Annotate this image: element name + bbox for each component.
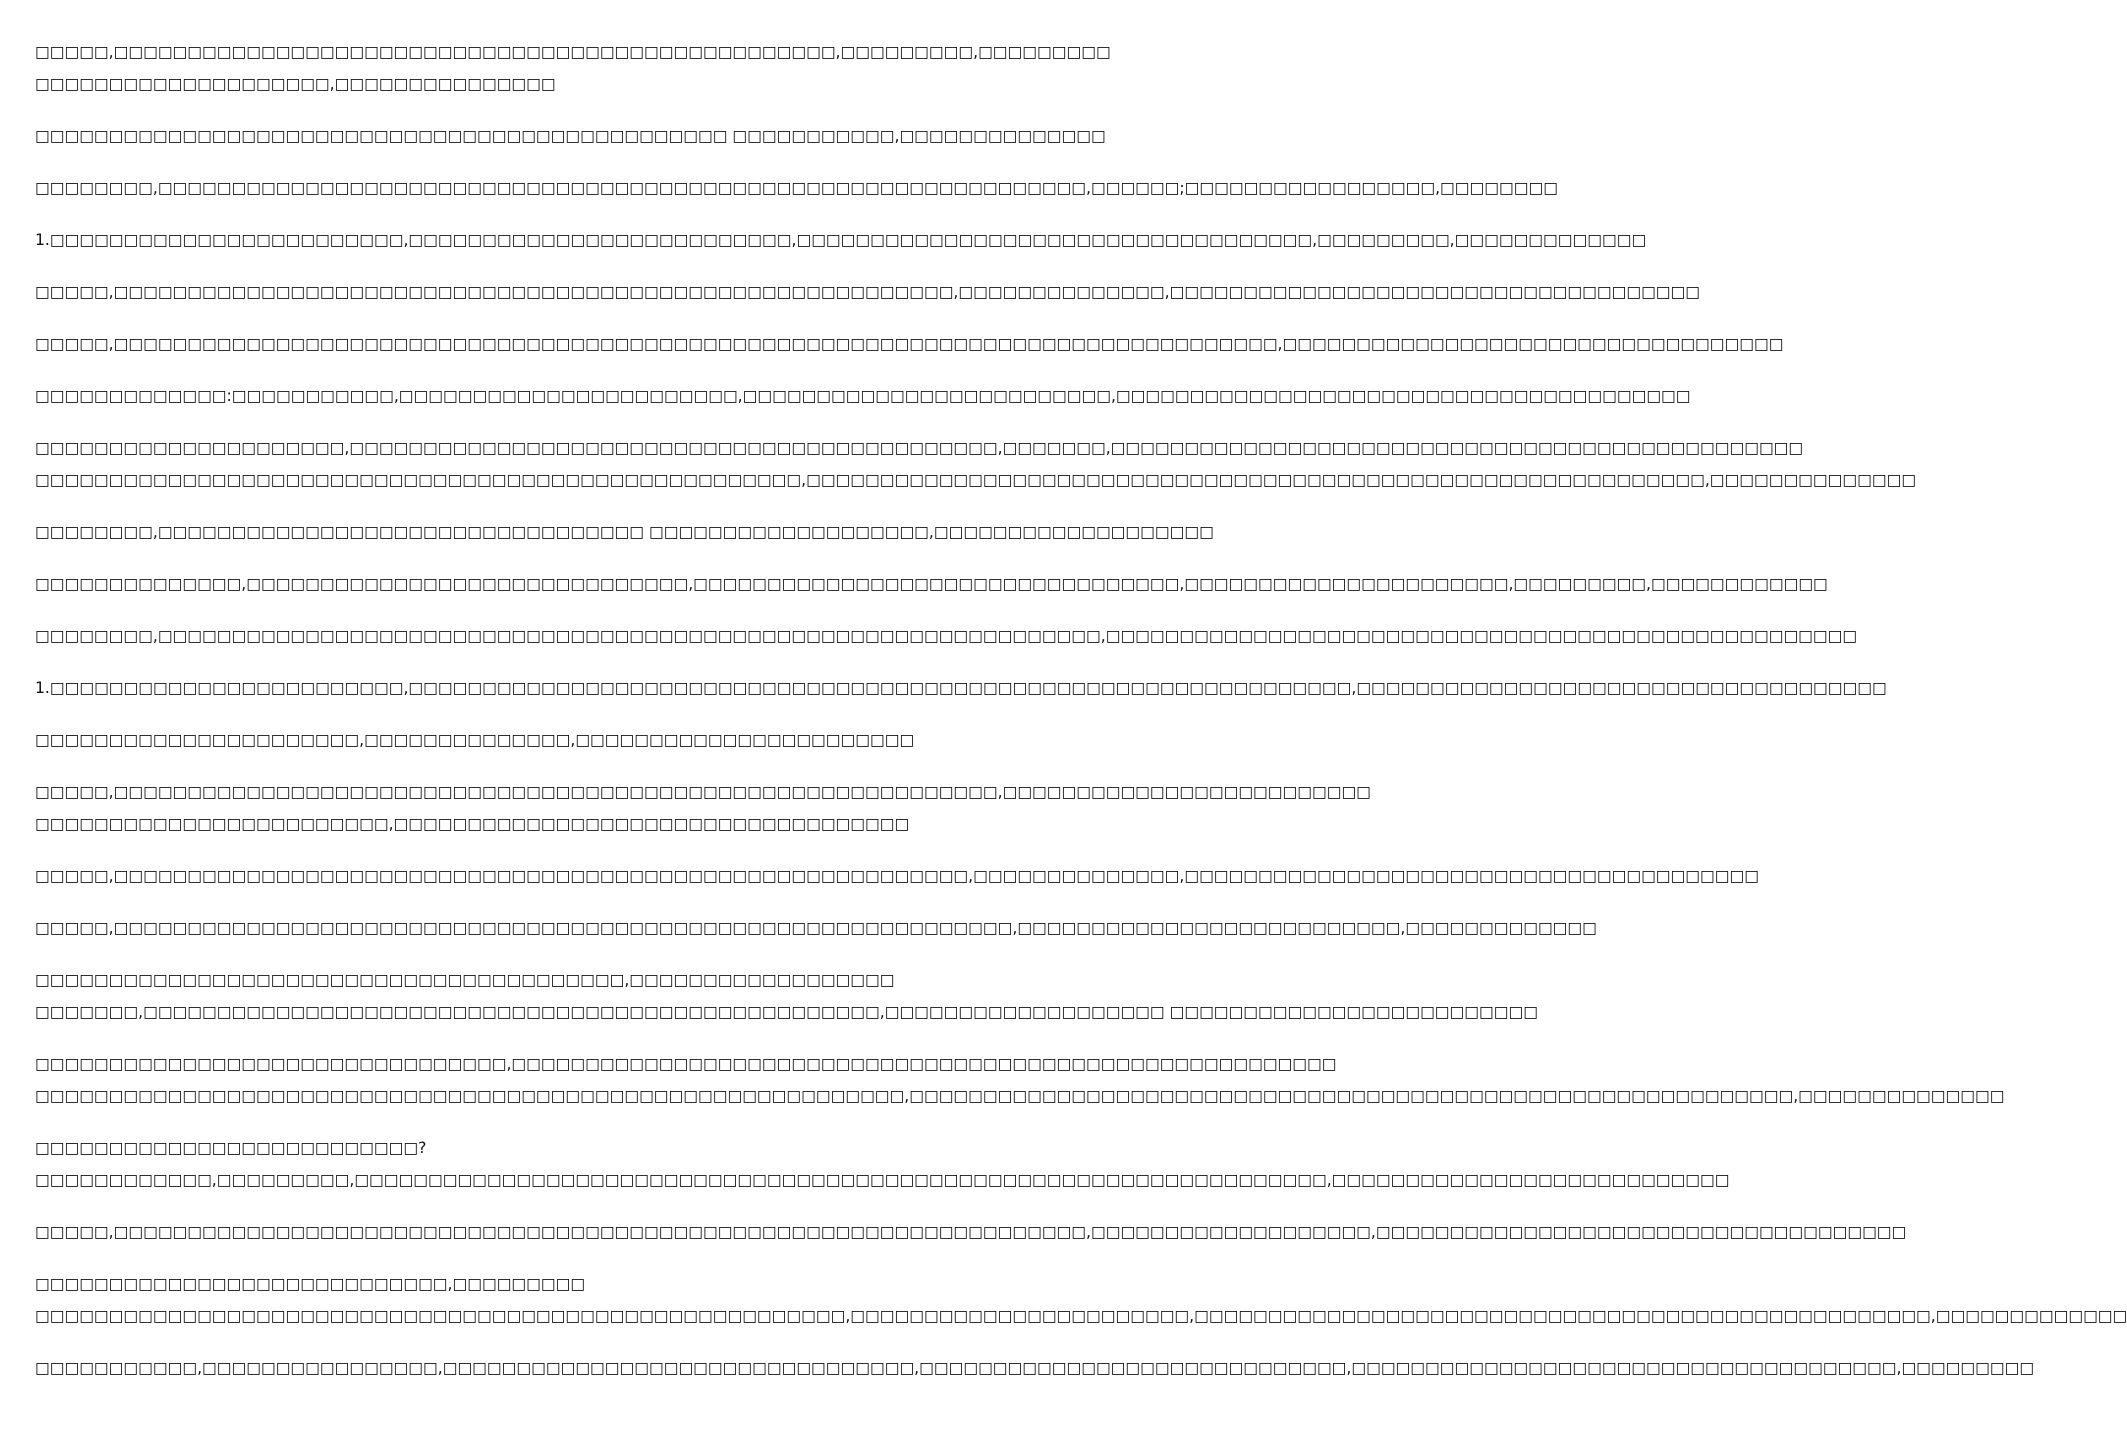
text-line: 1.□□□□□□□□□□□□□□□□□□□□□□□□,□□□□□□□□□□□□□□□□□□□□□□□□□□□□□□□□□□□□□□□□□□□□□□□□□□□□□□□□□□□□□□□□,□□□□□□□□□□□□□□□□□□□□□□□□□□□□□□□□□□□□	[35, 679, 1887, 697]
text-line: □□□□□□□□□□□□□□□□□□□□□□,□□□□□□□□□□□□□□,□□□□□□□□□□□□□□□□□□□□□□□	[35, 731, 915, 749]
paragraph	[35, 1048, 2005, 1112]
paragraph	[35, 912, 1597, 944]
paragraph	[35, 724, 990, 756]
paragraph	[35, 672, 1887, 704]
text-line: □□□□□□□□□□□,□□□□□□□□□□□□□□□□,□□□□□□□□□□□□□□□□□□□□□□□□□□□□□□□□,□□□□□□□□□□□□□□□□□□□□□□□□□□□□□,□□□□□□□□□□□□□□□□□□□□□□□□□□□□□□□□□□□□□,□□□□□□□□□	[35, 1359, 2035, 1377]
paragraph	[35, 1268, 2127, 1332]
text-line: □□□□□□□□,□□□□□□□□□□□□□□□□□□□□□□□□□□□□□□□□□ □□□□□□□□□□□□□□□□□□□,□□□□□□□□□□□□□□□□□□□	[35, 523, 1214, 541]
text-line: □□□□□□□□□□□□□□□□□□□□□□□□□□□□,□□□□□□□□□	[35, 1275, 586, 1293]
text-line: □□□□□□□□□□□□□□□□□□□□□□□□□□□□□□□□□□□□□□□□□□□□□□□□□□□□□□□,□□□□□□□□□□□□□□□□□□□□□□□,□□□□□□□□□□□□□□□□□□□□□□□□□□□□□□□□□□□□□□□□□□□□□□□□□□,□□□□□□□□□□□□□	[35, 1307, 2127, 1325]
paragraph	[35, 1216, 1907, 1248]
paragraph	[35, 964, 1538, 1028]
text-line: □□□□□□□□□□□□□□□□□□□□□□□□□□□□□□□□,□□□□□□□□□□□□□□□□□□□□□□□□□□□□□□□□□□□□□□□□□□□□□□□□□□□□□□□□	[35, 1055, 1337, 1073]
text-line: □□□□□□□□□□□□□:□□□□□□□□□□□,□□□□□□□□□□□□□□□□□□□□□□□,□□□□□□□□□□□□□□□□□□□□□□□□□,□□□□□□□□□□□□□□□□□□□□□□□□□□□□□□□□□□□□□□□	[35, 387, 1691, 405]
text-line: □□□□□,□□□□□□□□□□□□□□□□□□□□□□□□□□□□□□□□□□□□□□□□□□□□□□□□□□□□□□□□□□□□,□□□□□□□□□□□□□□□□□□□□□□□□□	[35, 783, 1371, 801]
paragraph	[35, 1352, 2035, 1384]
text-line: 1.□□□□□□□□□□□□□□□□□□□□□□□□,□□□□□□□□□□□□□□□□□□□□□□□□□□,□□□□□□□□□□□□□□□□□□□□□□□□□□□□□□□□□□□,□□□□□□□□□,□□□□□□□□□□□□□	[35, 231, 1647, 249]
text-line: □□□□□,□□□□□□□□□□□□□□□□□□□□□□□□□□□□□□□□□□□□□□□□□□□□□□□□□□□□□□□□□□□□□,□□□□□□□□□□□□□□□□□□□□□□□□□□,□□□□□□□□□□□□□	[35, 919, 1597, 937]
paragraph	[35, 120, 1106, 152]
document-page	[35, 36, 2127, 1436]
paragraph	[35, 328, 1784, 360]
text-line: □□□□□,□□□□□□□□□□□□□□□□□□□□□□□□□□□□□□□□□□□□□□□□□□□□□□□□□□□□□□□□□□,□□□□□□□□□□□□□□,□□□□□□□□□□□□□□□□□□□□□□□□□□□□□□□□□□□□□□□	[35, 867, 1759, 885]
paragraph	[35, 568, 1828, 600]
text-line: □□□□□□□□□□□□□□□□□□□□,□□□□□□□□□□□□□□□	[35, 75, 556, 93]
paragraph	[35, 620, 1858, 652]
paragraph	[35, 1132, 1730, 1196]
text-line: □□□□□,□□□□□□□□□□□□□□□□□□□□□□□□□□□□□□□□□□□□□□□□□□□□□□□□□□□□□□□□□□□□□□□□□□□□□□□□□□□□□□□,□□□□□□□□□□□□□□□□□□□□□□□□□□□□□□□□□□	[35, 335, 1784, 353]
paragraph	[35, 380, 1691, 412]
text-line: □□□□□□□□□□□□□□□□□□□□□□□□,□□□□□□□□□□□□□□□□□□□□□□□□□□□□□□□□□□□	[35, 815, 910, 833]
text-line: □□□□□□□□□□□□□□□□□□□□□,□□□□□□□□□□□□□□□□□□□□□□□□□□□□□□□□□□□□□□□□□□□□,□□□□□□□,□□□□□□□□□□□□□□□□□□□□□□□□□□□□□□□□□□□□□□□□□□□□□□□	[35, 439, 1804, 457]
paragraph	[35, 516, 1214, 548]
text-line: □□□□□□□□□□□□□□,□□□□□□□□□□□□□□□□□□□□□□□□□□□□□□,□□□□□□□□□□□□□□□□□□□□□□□□□□□□□□□□□,□□□□□□□□□□□□□□□□□□□□□□,□□□□□□□□□,□□□□□□□□□□□□	[35, 575, 1828, 593]
text-line: □□□□□□□□□□□□□□□□□□□□□□□□□□□□□□□□□□□□□□□□,□□□□□□□□□□□□□□□□□□	[35, 971, 895, 989]
text-line: □□□□□,□□□□□□□□□□□□□□□□□□□□□□□□□□□□□□□□□□□□□□□□□□□□□□□□□,□□□□□□□□□,□□□□□□□□□	[35, 43, 1111, 61]
text-line: □□□□□□□□□□□□□□□□□□□□□□□□□□□□□□□□□□□□□□□□□□□□□□□□□□□□□□□□□□□,□□□□□□□□□□□□□□□□□□□□□□□□□□□□□□□□□□□□□□□□□□□□□□□□□□□□□□□□□□□□,□□□□□□□□□□□□□□	[35, 1087, 2005, 1105]
text-line: □□□□□□□□□□□□□□□□□□□□□□□□□□?	[35, 1139, 427, 1157]
text-line: □□□□□□□□□□□□□□□□□□□□□□□□□□□□□□□□□□□□□□□□□□□□□□□ □□□□□□□□□□□,□□□□□□□□□□□□□□	[35, 127, 1106, 145]
paragraph	[35, 172, 1558, 204]
text-line: □□□□□□□,□□□□□□□□□□□□□□□□□□□□□□□□□□□□□□□□□□□□□□□□□□□□□□□□□□,□□□□□□□□□□□□□□□□□□□ □□□□□□□□□□□□□□□□□□□□□□□□□	[35, 1003, 1538, 1021]
paragraph	[35, 860, 1759, 892]
text-line: □□□□□□□□□□□□□□□□□□□□□□□□□□□□□□□□□□□□□□□□□□□□□□□□□□□□,□□□□□□□□□□□□□□□□□□□□□□□□□□□□□□□□□□□□□□□□□□□□□□□□□□□□□□□□□□□□□,□□□□□□□□□□□□□□	[35, 471, 1917, 489]
text-line: □□□□□□□□□□□□,□□□□□□□□□,□□□□□□□□□□□□□□□□□□□□□□□□□□□□□□□□□□□□□□□□□□□□□□□□□□□□□□□□□□□□□□□□□□,□□□□□□□□□□□□□□□□□□□□□□□□□□□	[35, 1171, 1730, 1189]
paragraph	[35, 36, 1111, 100]
text-line: □□□□□,□□□□□□□□□□□□□□□□□□□□□□□□□□□□□□□□□□□□□□□□□□□□□□□□□□□□□□□□□,□□□□□□□□□□□□□□,□□□□□□□□□□□□□□□□□□□□□□□□□□□□□□□□□□□□	[35, 283, 1701, 301]
paragraph	[35, 432, 1917, 496]
paragraph	[35, 776, 1371, 840]
text-line: □□□□□,□□□□□□□□□□□□□□□□□□□□□□□□□□□□□□□□□□□□□□□□□□□□□□□□□□□□□□□□□□□□□□□□□□,□□□□□□□□□□□□□□□□□□□,□□□□□□□□□□□□□□□□□□□□□□□□□□□□□□□□□□□□	[35, 1223, 1907, 1241]
paragraph	[35, 276, 1701, 308]
text-line: □□□□□□□□,□□□□□□□□□□□□□□□□□□□□□□□□□□□□□□□□□□□□□□□□□□□□□□□□□□□□□□□□□□□□□□□□,□□□□□□□□□□□□□□□□□□□□□□□□□□□□□□□□□□□□□□□□□□□□□□□□□□□	[35, 627, 1858, 645]
paragraph	[35, 224, 1647, 256]
text-line: □□□□□□□□,□□□□□□□□□□□□□□□□□□□□□□□□□□□□□□□□□□□□□□□□□□□□□□□□□□□□□□□□□□□□□□□,□□□□□□;□□□□□□□□□□□□□□□□□,□□□□□□□□	[35, 179, 1558, 197]
